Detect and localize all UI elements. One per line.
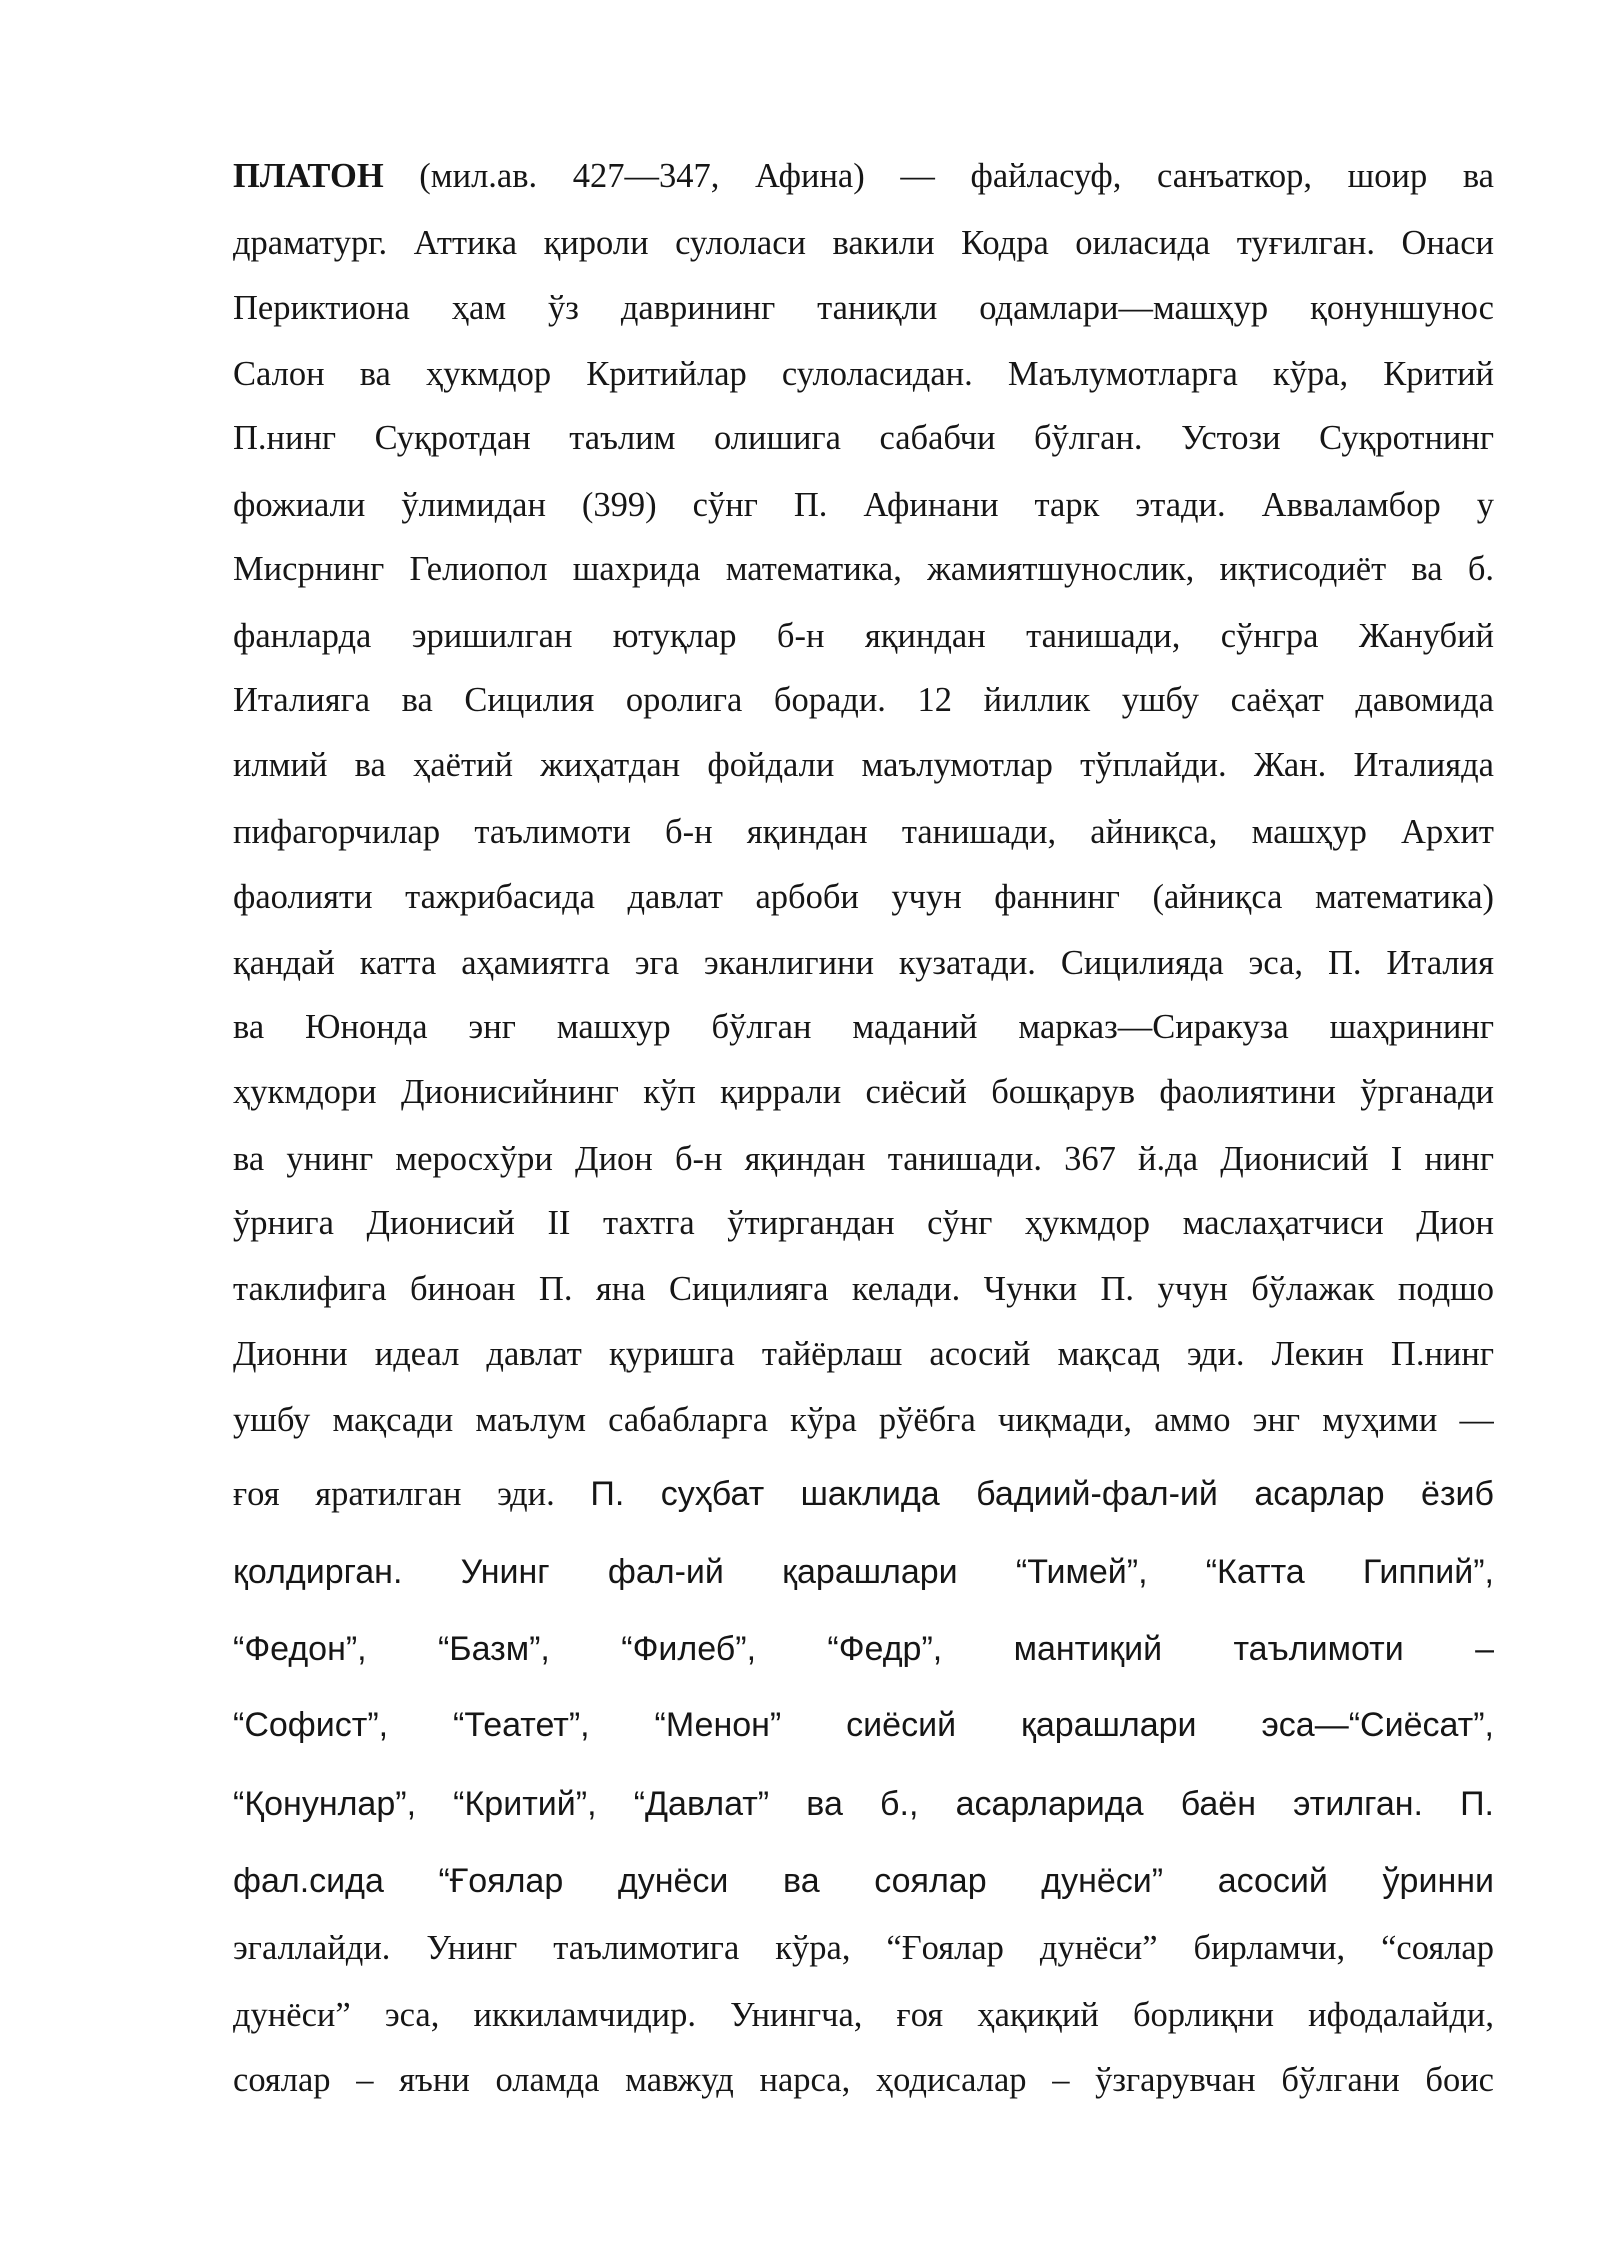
paragraph-line-2: драматург. Аттика қироли сулоласи вакили Кодра оиласида туғилган. Онаси xyxy=(233,224,1494,262)
paragraph-line-14: ва Юнонда энг машхур бўлган маданий марказ—Сиракуза шаҳрининг xyxy=(233,1008,1494,1046)
paragraph-line-27: эгаллайди. Унинг таълимотига кўра, “Ғоялар дунёси” бирламчи, “соялар xyxy=(233,1929,1494,1967)
paragraph-line-15: ҳукмдори Дионисийнинг кўп қиррали сиёсий бошқарув фаолиятини ўрганади xyxy=(233,1073,1494,1111)
paragraph-line-10: илмий ва ҳаётий жиҳатдан фойдали маълумотлар тўплайди. Жан. Италияда xyxy=(233,746,1494,784)
paragraph-line-25: “Қонунлар”, “Критий”, “Давлат” ва б., асарларида баён этилган. П. xyxy=(233,1785,1494,1823)
paragraph-line-19: Дионни идеал давлат қуришга тайёрлаш асосий мақсад эди. Лекин П.нинг xyxy=(233,1335,1494,1373)
paragraph-line-5: П.нинг Суқротдан таълим олишига сабабчи бўлган. Устози Суқротнинг xyxy=(233,419,1494,457)
paragraph-line-17: ўрнига Дионисий II тахтга ўтиргандан сўнг ҳукмдор маслаҳатчиси Дион xyxy=(233,1204,1494,1242)
paragraph-line-16: ва унинг меросхўри Дион б-н яқиндан танишади. 367 й.да Дионисий I нинг xyxy=(233,1140,1494,1178)
paragraph-line-8: фанларда эришилган ютуқлар б-н яқиндан танишади, сўнгра Жанубий xyxy=(233,617,1494,655)
paragraph-line-4: Салон ва ҳукмдор Критийлар сулоласидан. Маълумотларга кўра, Критий xyxy=(233,355,1494,393)
paragraph-line-7: Мисрнинг Гелиопол шахрида математика, жамиятшунослик, иқтисодиёт ва б. xyxy=(233,550,1494,588)
paragraph-line-29: соялар – яъни оламда мавжуд нарса, ҳодисалар – ўзгарувчан бўлгани боис xyxy=(233,2061,1494,2099)
paragraph-line-28: дунёси” эса, иккиламчидир. Унингча, ғоя ҳақиқий борлиқни ифодалайди, xyxy=(233,1996,1494,2034)
line-text-sans: П. суҳбат шаклида бадиий-фал-ий асарлар ёзиб xyxy=(590,1475,1494,1513)
paragraph-line-11: пифагорчилар таълимоти б-н яқиндан танишади, айниқса, машҳур Архит xyxy=(233,813,1494,851)
paragraph-line-1 xyxy=(233,152,1494,200)
paragraph-line-18: таклифига биноан П. яна Сицилияга келади. Чунки П. учун бўлажак подшо xyxy=(233,1270,1494,1308)
paragraph-line-21 xyxy=(233,1467,1494,1521)
paragraph-line-6: фожиали ўлимидан (399) сўнг П. Афинани тарк этади. Авваламбор у xyxy=(233,486,1494,524)
paragraph-line-3: Периктиона ҳам ўз даврининг таниқли одамлари—машҳур қонуншунос xyxy=(233,289,1494,327)
paragraph-line-24: “Софист”, “Театет”, “Менон” сиёсий қарашлари эса—“Сиёсат”, xyxy=(233,1706,1494,1744)
paragraph-line-23: “Федон”, “Базм”, “Филеб”, “Федр”, мантиқий таълимоти – xyxy=(233,1630,1494,1668)
paragraph-line-13: қандай катта аҳамиятга эга эканлигини кузатади. Сицилияда эса, П. Италия xyxy=(233,944,1494,982)
paragraph-line-20: ушбу мақсади маълум сабабларга кўра рўёбга чиқмади, аммо энг муҳими — xyxy=(233,1401,1494,1439)
paragraph-line-12: фаолияти тажрибасида давлат арбоби учун фаннинг (айниқса математика) xyxy=(233,878,1494,916)
line-text: (мил.ав. 427—347, Афина) — файласуф, санъаткор, шоир ва xyxy=(419,157,1494,195)
article-headword: ПЛАТОН xyxy=(233,157,384,195)
paragraph-line-26: фал.сида “Ғоялар дунёси ва соялар дунёси” асосий ўринни xyxy=(233,1862,1494,1900)
paragraph-line-22: қолдирган. Унинг фал-ий қарашлари “Тимей”, “Катта Гиппий”, xyxy=(233,1553,1494,1591)
paragraph-line-9: Италияга ва Сицилия оролига боради. 12 йиллик ушбу саёҳат давомида xyxy=(233,681,1494,719)
line-text-serif: ғоя яратилган эди. xyxy=(233,1475,555,1513)
